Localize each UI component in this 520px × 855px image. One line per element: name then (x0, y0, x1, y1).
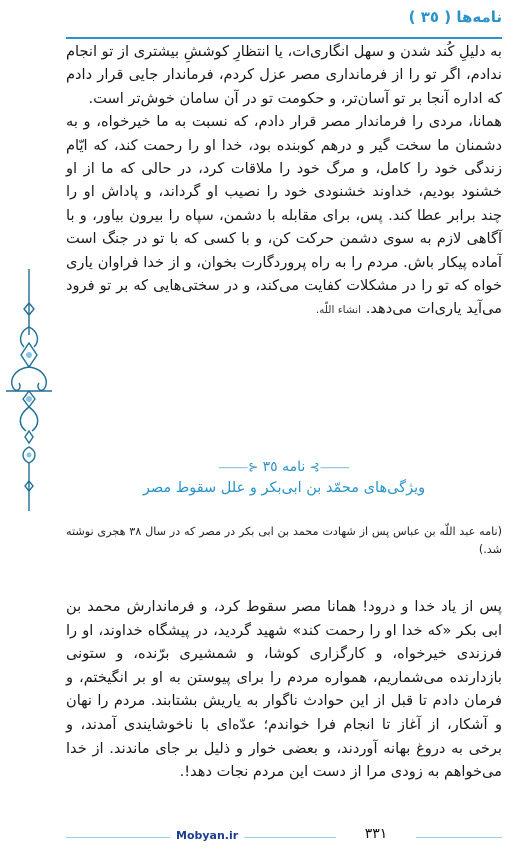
paragraph: به دلیلِ کُند شدن و سهل انگاری‌ات، یا انتظارِ کوششِ بیشتری از تو انجام ندادم، اگر تو را از فرمانداری مصر عزل کردم، فرماندار جایی قرار دادم که اداره آنجا بر تو آسان‌تر، و حکومت تو در آن سامان خوش‌تر است. (66, 43, 502, 107)
footer-rule (244, 837, 336, 838)
page-number: ٣٣١ (364, 826, 388, 842)
letter-note: (نامه عبد اللّه بن عباس پس از شهادت محمد بن ابی بکر در مصر که در سال ٣٨ هجری نوشته شد.) (66, 525, 502, 556)
letter-number: ⸻⊱ نامه ٣٥ ⊰⸻ (218, 459, 350, 475)
letter-heading (66, 457, 502, 499)
footer-rule (66, 837, 170, 838)
page-footer (66, 826, 502, 850)
ornament-right-icon: ⊰⸻ (218, 460, 259, 474)
header-rule (66, 37, 502, 39)
paragraph: پس از یاد خدا و درود! همانا مصر سقوط کرد، و فرماندارش محمد بن ابی بکر «که خدا او را رحمت کند» شهید گردید، در پیشگاه خداوند، او را فرزندی خیرخواه، و کارگزاری کوشا، و شمشیری برّنده، و ستونی بازدارنده می‌شماریم، همواره مردم را برای پیوستن به او بر انگیختم، و فرمان دادم تا قبل از این حوادث ناگوار به یاریش بشتابند. مردم را نهان و آشکار، از آغاز تا انجام فرا خواندم؛ عدّه‌ای با ناخوشایندی آمدند، و برخی به دروغ بهانه آوردند، و بعضی خوار و ذلیل بر جای ماندند. از خدا می‌خواهم به زودی مرا از دست این مردم نجات دهد!. (66, 598, 502, 781)
ornament-left-icon: ⸻⊱ (309, 460, 350, 474)
decorative-ornament-icon (4, 265, 54, 515)
inshallah-note: انشاء اللّه. (315, 304, 362, 317)
section-title: نامه‌ها ( ٣٥ ) (408, 8, 502, 26)
main-text (66, 40, 502, 323)
footer-rule (416, 837, 502, 838)
letter-title: ویژگی‌های محمّد بن ابی‌بکر و علل سقوط مصر (142, 480, 426, 496)
page-header (66, 8, 502, 30)
site-brand: Mobyan.ir (176, 829, 239, 842)
paragraph: همانا، مردی را فرماندار مصر قرار دادم، که نسبت به ما خیرخواه، و به دشمنان ما سخت گیر و درهم کوبنده بود، خدا او را رحمت کند، که ایّام زندگی خود را کامل، و مرگ خود را ملاقات کرد، در حالی که ما از او خشنود بودیم، خداوند خشنودی خود را نصیب او گرداند، و پاداش او را چند برابر عطا کند. پس، برای مقابله با دشمن، سپاه را بیرون بیاور، و با آگاهی لازم به سوی دشمن حرکت کن، و با کسی که با تو در جنگ است آماده پیکار باش. مردم را به راه پروردگارت بخوان، و از خدا فراوان یاری خواه که تو را در مشکلات کفایت می‌کند، و در سختی‌هایی که بر تو فرود می‌آید یاری‌ات می‌دهد. انشاء اللّه. (66, 113, 502, 318)
letter-body (66, 595, 502, 784)
